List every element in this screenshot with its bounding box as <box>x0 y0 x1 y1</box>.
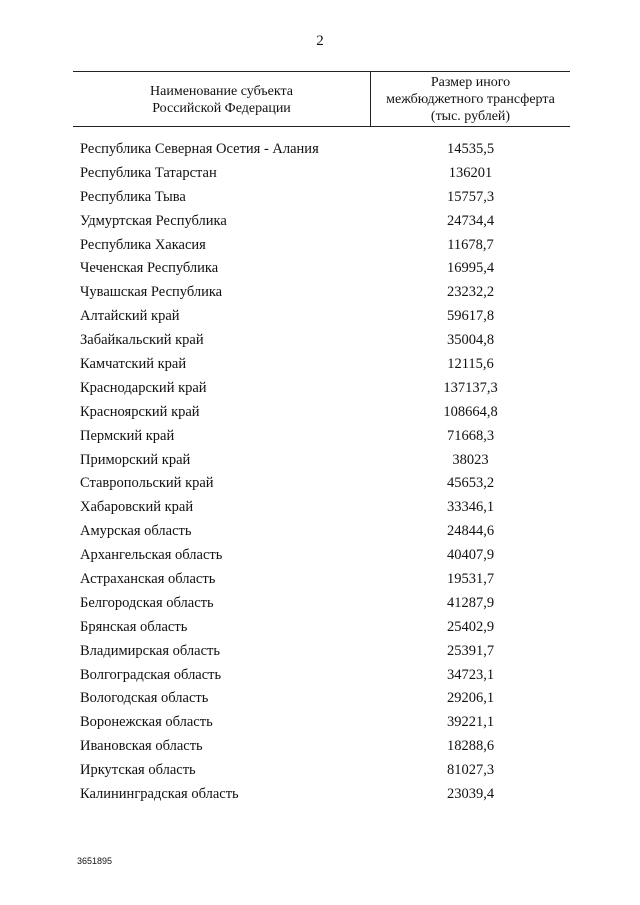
region-name: Забайкальский край <box>80 332 204 349</box>
transfer-amount: 16995,4 <box>446 260 495 277</box>
region-name: Республика Тыва <box>80 188 186 205</box>
table-row <box>73 714 570 738</box>
transfer-amount: 15757,3 <box>446 188 495 205</box>
transfer-amount: 45653,2 <box>446 475 495 492</box>
region-name: Республика Татарстан <box>80 164 217 181</box>
region-name: Волгоградская область <box>80 666 222 683</box>
header-region-name-line2: Российской Федерации <box>152 101 291 116</box>
table-row <box>73 213 570 237</box>
table-row <box>73 595 570 619</box>
table-row <box>73 308 570 332</box>
region-name: Иркутская область <box>80 762 196 779</box>
region-name: Приморский край <box>80 451 191 468</box>
table-header <box>73 72 570 126</box>
header-region-name-line1: Наименование субъекта <box>150 84 293 99</box>
transfer-amount: 71668,3 <box>446 427 495 444</box>
transfer-amount: 137137,3 <box>443 379 498 396</box>
table-row <box>73 643 570 667</box>
table-row <box>73 380 570 404</box>
region-name: Астраханская область <box>80 571 216 588</box>
region-name: Брянская область <box>80 618 188 635</box>
table-row <box>73 237 570 261</box>
transfer-amount: 12115,6 <box>447 356 494 373</box>
table-row <box>73 284 570 308</box>
transfer-amount: 23039,4 <box>446 786 495 803</box>
region-name: Красноярский край <box>80 403 200 420</box>
table-row <box>73 547 570 571</box>
transfer-amount: 108664,8 <box>443 403 498 420</box>
table-row <box>73 762 570 786</box>
transfer-amount: 34723,1 <box>446 666 495 683</box>
table-body <box>73 141 570 810</box>
transfer-amount: 81027,3 <box>446 762 495 779</box>
transfer-amount: 11678,7 <box>447 236 494 253</box>
table-row <box>73 523 570 547</box>
header-transfer-amount <box>371 74 570 125</box>
region-name: Краснодарский край <box>80 379 207 396</box>
region-name: Пермский край <box>80 427 175 444</box>
region-name: Амурская область <box>80 523 192 540</box>
table-row <box>73 738 570 762</box>
region-name: Вологодская область <box>80 690 209 707</box>
transfer-amount: 14535,5 <box>446 141 495 157</box>
transfer-amount: 24734,4 <box>446 212 495 229</box>
table-header-rule <box>73 126 570 127</box>
region-name: Камчатский край <box>80 356 187 373</box>
header-transfer-amount-line2: межбюджетного трансферта <box>386 92 555 107</box>
transfer-amount: 24844,6 <box>446 523 495 540</box>
region-name: Чеченская Республика <box>80 260 219 277</box>
document-code: 3651895 <box>77 856 113 866</box>
transfer-amount: 39221,1 <box>446 714 495 731</box>
region-name: Калининградская область <box>80 786 239 803</box>
region-name: Ставропольский край <box>80 475 214 492</box>
region-name: Чувашская Республика <box>80 284 223 301</box>
region-name: Владимирская область <box>80 642 220 659</box>
transfer-amount: 40407,9 <box>446 547 495 564</box>
table-row <box>73 690 570 714</box>
transfer-amount: 25402,9 <box>446 618 495 635</box>
region-name: Ивановская область <box>80 738 203 755</box>
transfer-amount: 41287,9 <box>446 594 495 611</box>
table-row <box>73 667 570 691</box>
region-name: Воронежская область <box>80 714 213 731</box>
table-row <box>73 189 570 213</box>
header-transfer-amount-line1: Размер иного <box>430 75 511 90</box>
region-name: Белгородская область <box>80 594 214 611</box>
table-row <box>73 356 570 380</box>
header-transfer-amount-line3: (тыс. рублей) <box>430 109 511 124</box>
table-row <box>73 260 570 284</box>
table-row <box>73 428 570 452</box>
header-region-name <box>73 83 370 117</box>
table-row <box>73 452 570 476</box>
transfer-amount: 35004,8 <box>446 332 495 349</box>
page-number: 2 <box>316 33 324 49</box>
transfer-amount: 38023 <box>452 451 489 468</box>
region-name: Алтайский край <box>80 308 180 325</box>
transfer-table <box>73 71 570 803</box>
table-row <box>73 165 570 189</box>
table-row <box>73 499 570 523</box>
table-row <box>73 404 570 428</box>
table-row <box>73 475 570 499</box>
transfer-amount: 59617,8 <box>446 308 495 325</box>
table-row <box>73 141 570 165</box>
transfer-amount: 19531,7 <box>446 571 495 588</box>
table-row <box>73 619 570 643</box>
transfer-amount: 33346,1 <box>446 499 495 516</box>
transfer-amount: 136201 <box>448 164 493 181</box>
region-name: Удмуртская Республика <box>80 212 227 229</box>
region-name: Хабаровский край <box>80 499 194 516</box>
transfer-amount: 25391,7 <box>446 642 495 659</box>
table-row <box>73 571 570 595</box>
table-row <box>73 332 570 356</box>
region-name: Республика Северная Осетия - Алания <box>80 141 319 157</box>
transfer-amount: 23232,2 <box>446 284 495 301</box>
transfer-amount: 29206,1 <box>446 690 495 707</box>
region-name: Республика Хакасия <box>80 236 206 253</box>
transfer-amount: 18288,6 <box>446 738 495 755</box>
table-row <box>73 786 570 810</box>
region-name: Архангельская область <box>80 547 223 564</box>
